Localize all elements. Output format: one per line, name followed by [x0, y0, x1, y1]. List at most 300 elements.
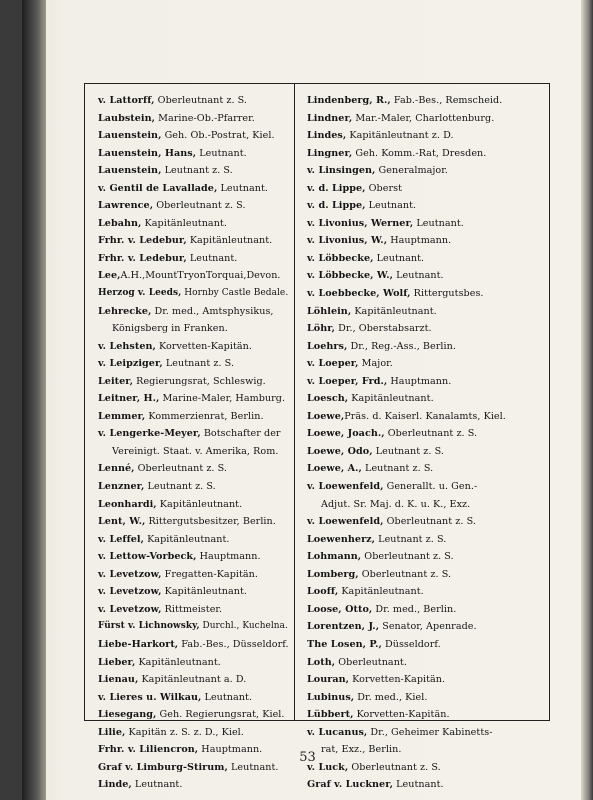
entry-details: Fab.-Bes., Remscheid.	[390, 95, 503, 106]
entry-details: Leutnant.	[217, 182, 268, 194]
entry-name: Lindner,	[307, 112, 353, 124]
entry-details: Kapitänleutnant.	[351, 305, 437, 317]
directory-entry	[98, 513, 292, 531]
entry-name: v. Linsingen,	[307, 165, 376, 177]
entry-details: Leutnant z. S.	[372, 445, 444, 457]
entry-details: Kapitänleutnant.	[338, 586, 424, 598]
directory-entry	[98, 215, 292, 233]
directory-entry	[98, 110, 292, 128]
entry-name: Leiter,	[98, 375, 134, 387]
directory-entry	[98, 145, 292, 163]
entry-line	[307, 460, 547, 478]
entry-line	[98, 355, 292, 373]
entry-line	[307, 425, 547, 443]
entry-line	[307, 689, 547, 707]
directory-entry	[98, 636, 292, 654]
entry-line	[98, 566, 292, 584]
entry-name: v. Loeper, Frd.,	[307, 375, 388, 387]
entry-details: Leutnant.	[413, 217, 464, 229]
entry-details: Dr. med., Kiel.	[354, 691, 428, 703]
entry-line	[98, 601, 292, 619]
entry-name: Lohmann,	[307, 551, 362, 563]
entry-line	[307, 197, 547, 215]
entry-name: v. Leffel,	[98, 533, 144, 545]
entry-details: Rittergutsbes.	[410, 288, 484, 300]
directory-entry	[307, 478, 547, 513]
entry-name: Lomberg,	[307, 568, 359, 580]
directory-entry	[307, 355, 547, 373]
entry-line	[98, 250, 292, 268]
entry-line	[98, 636, 292, 654]
entry-line	[307, 215, 547, 233]
entry-line	[98, 338, 292, 356]
directory-entry	[307, 513, 547, 531]
directory-entry	[307, 197, 547, 215]
entry-details: Oberleutnant.	[335, 656, 407, 668]
entry-details: Marine-Maler, Hamburg.	[159, 393, 286, 405]
entry-details: Korvetten-Kapitän.	[349, 674, 446, 686]
entry-details: Geh. Regierungsrat, Kiel.	[156, 709, 285, 721]
entry-line	[307, 776, 547, 794]
entry-line	[307, 513, 547, 531]
entry-name: Graf v. Luckner,	[307, 779, 394, 791]
entry-line	[98, 408, 292, 426]
entry-line	[307, 127, 547, 145]
entry-name: Loehrs,	[307, 340, 348, 352]
entry-name: Lingner,	[307, 147, 353, 159]
entry-line	[307, 636, 547, 654]
entry-details: Rittergutsbesitzer, Berlin.	[145, 516, 276, 528]
entry-line	[98, 689, 292, 707]
directory-entry	[307, 162, 547, 180]
entry-details: Dr., Oberstabsarzt.	[335, 323, 432, 335]
entry-name: Löhlein,	[307, 305, 352, 317]
entry-line	[307, 618, 547, 636]
entry-name: Lauenstein, Hans,	[98, 147, 197, 159]
entry-name: v. Loebbecke, Wolf,	[307, 288, 411, 300]
directory-entry	[98, 566, 292, 584]
entry-line	[98, 706, 292, 724]
entry-name: Lindenberg, R.,	[307, 95, 391, 106]
entry-line	[307, 180, 547, 198]
entry-details: Leutnant.	[373, 252, 425, 264]
entry-details: Geh. Komm.-Rat, Dresden.	[352, 147, 487, 159]
entry-line	[98, 460, 292, 478]
entry-name: Graf v. Limburg-Stirum,	[98, 761, 228, 773]
entry-name: v. Lieres u. Wilkau,	[98, 691, 202, 703]
entry-details: Leutnant z. S.	[375, 533, 447, 545]
directory-entry	[98, 601, 292, 619]
entry-details: Kapitänleutnant a. D.	[138, 674, 247, 686]
entry-line	[307, 408, 547, 426]
entry-name: Lenné,	[98, 463, 135, 475]
entry-name: Loewe,	[307, 410, 345, 422]
entry-details: Leutnant z. S.	[361, 463, 434, 475]
entry-line	[307, 654, 547, 672]
directory-entry	[98, 654, 292, 672]
entry-details: Fregatten-Kapitän.	[161, 568, 259, 580]
directory-entry	[307, 232, 547, 250]
entry-line	[98, 618, 292, 636]
entry-name: Looff,	[307, 586, 339, 598]
entry-name: Loesch,	[307, 393, 349, 405]
entry-line	[307, 601, 547, 619]
column-divider	[294, 83, 295, 721]
entry-details: Oberleutnant z. S.	[383, 516, 476, 528]
entry-details: Botschafter der	[200, 428, 281, 440]
entry-name: Loewe, A.,	[307, 463, 362, 475]
entry-details: Leutnant.	[196, 147, 247, 159]
entry-line	[98, 127, 292, 145]
entry-details: Leutnant z. S.	[162, 358, 235, 370]
entry-line	[307, 548, 547, 566]
entry-name: v. Leipziger,	[98, 358, 163, 370]
entry-line	[98, 92, 292, 110]
entry-name: Lilie,	[98, 726, 126, 738]
entry-name: Loewe, Joach.,	[307, 428, 385, 440]
directory-entry	[98, 162, 292, 180]
entry-line	[98, 478, 292, 496]
entry-details: Kapitänleutnant z. D.	[346, 130, 454, 142]
directory-entry	[98, 408, 292, 426]
entry-details: Kapitänleutnant.	[161, 586, 248, 598]
entry-name: Lorentzen, J.,	[307, 621, 380, 633]
entry-name: v. Levetzow,	[98, 586, 162, 598]
directory-entry	[307, 180, 547, 198]
entry-details: Leutnant.	[365, 200, 417, 212]
entry-name: Lubinus,	[307, 691, 355, 703]
entry-name: Lent, W.,	[98, 516, 146, 528]
entry-details: Leutnant.	[393, 779, 444, 791]
entry-line	[98, 513, 292, 531]
entry-line	[307, 110, 547, 128]
entry-details: Rittmeister.	[161, 603, 223, 615]
entry-details: Kapitänleutnant.	[348, 393, 434, 405]
entry-line	[98, 776, 292, 794]
directory-entry	[98, 671, 292, 689]
book-page	[22, 0, 593, 800]
entry-name: v. Lucanus,	[307, 726, 368, 738]
directory-entry	[307, 373, 547, 391]
entry-details: Hauptmann.	[196, 551, 261, 563]
entry-line	[307, 92, 547, 110]
entry-name: v. Loewenfeld,	[307, 481, 384, 493]
entry-line	[307, 566, 547, 584]
directory-entry	[98, 583, 292, 601]
entry-details: Oberleutnant z. S.	[154, 95, 248, 106]
entry-details: Leutnant.	[186, 252, 238, 264]
entry-name: Lehrecke,	[98, 305, 152, 317]
directory-entry	[307, 250, 547, 268]
entry-name: v. d. Lippe,	[307, 182, 366, 194]
directory-entry	[307, 689, 547, 707]
entry-details: Oberleutnant z. S.	[348, 761, 441, 773]
entry-line	[98, 285, 292, 303]
directory-entry	[307, 583, 547, 601]
entry-name: v. Löbbecke,	[307, 252, 374, 264]
entry-details: Marine-Ob.-Pfarrer.	[155, 112, 255, 124]
entry-details: Dr., Geheimer Kabinetts-	[367, 726, 493, 738]
directory-entry	[98, 285, 292, 303]
entry-details: Dr. med., Amtsphysikus,	[151, 305, 274, 317]
entry-details: Oberleutnant z. S.	[384, 428, 478, 440]
entry-line	[307, 303, 547, 321]
entry-line	[98, 425, 292, 443]
directory-entry	[307, 390, 547, 408]
entry-name: Frhr. v. Liliencron,	[98, 744, 199, 756]
page-number: 53	[299, 750, 316, 765]
entry-name: Lawrence,	[98, 200, 154, 212]
entry-line	[98, 548, 292, 566]
directory-entry	[98, 724, 292, 742]
entry-name: Loewenherz,	[307, 533, 376, 545]
directory-entry	[307, 215, 547, 233]
entry-line	[307, 320, 547, 338]
entry-name: Lenzner,	[98, 481, 145, 493]
entry-continuation: Königsberg in Franken.	[112, 323, 228, 335]
entry-name: v. Livonius, W.,	[307, 235, 388, 247]
directory-entry	[307, 618, 547, 636]
right-column	[307, 92, 547, 794]
directory-entry	[307, 531, 547, 549]
directory-entry	[98, 197, 292, 215]
directory-entry	[98, 180, 292, 198]
entry-name: v. Luck,	[307, 761, 349, 773]
entry-details: Durchl., Kuchelna.	[199, 621, 288, 632]
entry-details: Fab.-Bes., Düsseldorf.	[178, 638, 289, 650]
entry-details: Major.	[358, 358, 393, 370]
page-edge-shadow	[581, 0, 593, 800]
entry-line	[98, 197, 292, 215]
directory-entry	[98, 425, 292, 460]
entry-details: Kapitän z. S. z. D., Kiel.	[125, 726, 244, 738]
entry-details: Korvetten-Kapitän.	[155, 340, 252, 352]
entry-name: Fürst v. Lichnowsky,	[98, 621, 200, 632]
directory-entry	[307, 145, 547, 163]
entry-line	[307, 145, 547, 163]
entry-line	[98, 724, 292, 742]
entry-name: v. Loeper,	[307, 358, 359, 370]
entry-continuation: rat, Exz., Berlin.	[321, 744, 402, 756]
directory-entry	[307, 671, 547, 689]
entry-line	[307, 162, 547, 180]
entry-line	[98, 232, 292, 250]
entry-details: Oberleutnant z. S.	[358, 568, 452, 580]
directory-entry	[98, 478, 292, 496]
entry-line	[307, 583, 547, 601]
entry-name: Louran,	[307, 674, 350, 686]
directory-entry	[98, 496, 292, 514]
entry-line	[307, 373, 547, 391]
entry-line	[307, 355, 547, 373]
entry-details: Kapitänleutnant.	[141, 217, 227, 229]
entry-line	[98, 531, 292, 549]
directory-entry	[307, 636, 547, 654]
entry-details: Leutnant z. S.	[144, 481, 216, 493]
directory-entry	[307, 127, 547, 145]
entry-line	[98, 671, 292, 689]
entry-details: Hauptmann.	[387, 375, 452, 387]
entry-name: v. Lehsten,	[98, 340, 156, 352]
entry-name: v. d. Lippe,	[307, 200, 366, 212]
entry-details: Leutnant.	[227, 761, 279, 773]
entry-details: Leutnant.	[131, 779, 183, 791]
directory-entry	[307, 776, 547, 794]
entry-line	[98, 654, 292, 672]
entry-name: Lauenstein,	[98, 165, 162, 177]
directory-entry	[98, 531, 292, 549]
entry-line	[307, 285, 547, 303]
entry-details: Geh. Ob.-Postrat, Kiel.	[161, 130, 275, 142]
directory-entry	[307, 706, 547, 724]
entry-details: Kapitänleutnant.	[156, 498, 243, 510]
directory-entry	[98, 776, 292, 794]
entry-line	[98, 110, 292, 128]
entry-details: Hauptmann.	[198, 744, 263, 756]
entry-line	[307, 671, 547, 689]
directory-entry	[98, 706, 292, 724]
directory-entry	[98, 232, 292, 250]
directory-entry	[307, 548, 547, 566]
entry-continuation: Adjut. Sr. Maj. d. K. u. K., Exz.	[321, 498, 471, 510]
entry-details: Dr., Reg.-Ass., Berlin.	[347, 340, 456, 352]
entry-details: Kommerzienrat, Berlin.	[145, 410, 264, 422]
entry-details: Korvetten-Kapitän.	[353, 709, 450, 721]
entry-details: Regierungsrat, Schleswig.	[133, 375, 266, 387]
entry-name: v. Löbbecke, W.,	[307, 270, 393, 282]
directory-entry	[307, 601, 547, 619]
entry-name: v. Gentil de Lavallade,	[98, 182, 218, 194]
directory-entry	[98, 373, 292, 391]
entry-details: Leutnant.	[201, 691, 253, 703]
directory-entry	[307, 460, 547, 478]
entry-name: Lieber,	[98, 656, 136, 668]
entry-name: Liesegang,	[98, 709, 157, 721]
directory-entry	[307, 654, 547, 672]
directory-entry	[307, 110, 547, 128]
entry-details: Dr. med., Berlin.	[372, 603, 457, 615]
directory-entry	[98, 548, 292, 566]
entry-name: Leitner, H.,	[98, 393, 160, 405]
directory-entry	[307, 443, 547, 461]
directory-entry	[98, 92, 292, 110]
entry-line	[307, 267, 547, 285]
entry-name: Laubstein,	[98, 112, 156, 124]
entry-details: Düsseldorf.	[381, 638, 441, 650]
entry-name: Lemmer,	[98, 410, 146, 422]
entry-line	[98, 180, 292, 198]
entry-name: v. Levetzow,	[98, 603, 162, 615]
directory-entry	[307, 320, 547, 338]
directory-entry	[98, 460, 292, 478]
entry-line	[307, 706, 547, 724]
entry-details: Oberleutnant z. S.	[361, 551, 454, 563]
directory-entry	[98, 689, 292, 707]
entry-line	[98, 303, 292, 321]
entry-name: v. Loewenfeld,	[307, 516, 384, 528]
entry-name: Loewe, Odo,	[307, 445, 373, 457]
entry-name: Liebe-Harkort,	[98, 638, 179, 650]
entry-name: Lebahn,	[98, 217, 142, 229]
directory-entry	[98, 250, 292, 268]
directory-entry	[98, 618, 292, 636]
directory-entry	[98, 127, 292, 145]
entry-name: Frhr. v. Ledebur,	[98, 252, 187, 264]
entry-name: Loth,	[307, 656, 336, 668]
entry-details: Mar.-Maler, Charlottenburg.	[352, 112, 495, 124]
directory-entry	[307, 267, 547, 285]
entry-name: Lindes,	[307, 130, 347, 142]
entry-name: v. Livonius, Werner,	[307, 217, 414, 229]
entry-name: Herzog v. Leeds,	[98, 288, 182, 299]
entry-line	[98, 162, 292, 180]
entry-name: v. Lattorff,	[98, 95, 155, 106]
entry-line	[307, 724, 547, 742]
entry-name: Löhr,	[307, 323, 336, 335]
entry-line	[307, 390, 547, 408]
entry-name: Lienau,	[98, 674, 139, 686]
directory-entry	[307, 285, 547, 303]
directory-entry	[307, 338, 547, 356]
entry-details: A.H.,MountTryonTorquai,Devon.	[120, 270, 281, 282]
entry-details: Leutnant.	[393, 270, 444, 282]
directory-entry	[307, 303, 547, 321]
entry-line	[98, 390, 292, 408]
entry-line	[307, 250, 547, 268]
directory-entry	[307, 566, 547, 584]
entry-name: Leonhardi,	[98, 498, 157, 510]
entry-line	[307, 232, 547, 250]
entry-name: Frhr. v. Ledebur,	[98, 235, 187, 247]
entry-line	[98, 145, 292, 163]
directory-entry	[98, 390, 292, 408]
entry-name: Loose, Otto,	[307, 603, 373, 615]
directory-entry	[98, 355, 292, 373]
directory-entry	[98, 267, 292, 285]
directory-entry	[307, 92, 547, 110]
entry-name: v. Levetzow,	[98, 568, 162, 580]
entry-name: Lauenstein,	[98, 130, 162, 142]
entry-details: Hornby Castle Bedale.	[181, 288, 289, 299]
entry-details: Senator, Apenrade.	[379, 621, 477, 633]
entry-line	[307, 338, 547, 356]
left-column	[98, 92, 292, 794]
entry-name: The Losen, P.,	[307, 638, 382, 650]
entry-continuation: Vereinigt. Staat. v. Amerika, Rom.	[112, 445, 279, 457]
entry-name: Linde,	[98, 779, 132, 791]
entry-details: Oberleutnant z. S.	[153, 200, 246, 212]
entry-line	[98, 496, 292, 514]
entry-line	[307, 478, 547, 496]
entry-name: Lübbert,	[307, 709, 354, 721]
entry-name: v. Lettow-Vorbeck,	[98, 551, 197, 563]
directory-entry	[307, 408, 547, 426]
directory-entry	[307, 425, 547, 443]
entry-line	[98, 215, 292, 233]
entry-details: Kapitänleutnant.	[143, 533, 230, 545]
entry-details: Präs. d. Kaiserl. Kanalamts, Kiel.	[344, 410, 506, 422]
entry-details: Kapitänleutnant.	[186, 235, 273, 247]
entry-line	[98, 373, 292, 391]
entry-details: Generallt. u. Gen.-	[383, 481, 478, 493]
entry-line	[98, 267, 292, 285]
entry-details: Hauptmann.	[387, 235, 452, 247]
entry-line	[98, 583, 292, 601]
entry-line	[307, 531, 547, 549]
directory-entry	[98, 338, 292, 356]
entry-details: Leutnant z. S.	[161, 165, 233, 177]
entry-name: v. Lengerke-Meyer,	[98, 428, 201, 440]
